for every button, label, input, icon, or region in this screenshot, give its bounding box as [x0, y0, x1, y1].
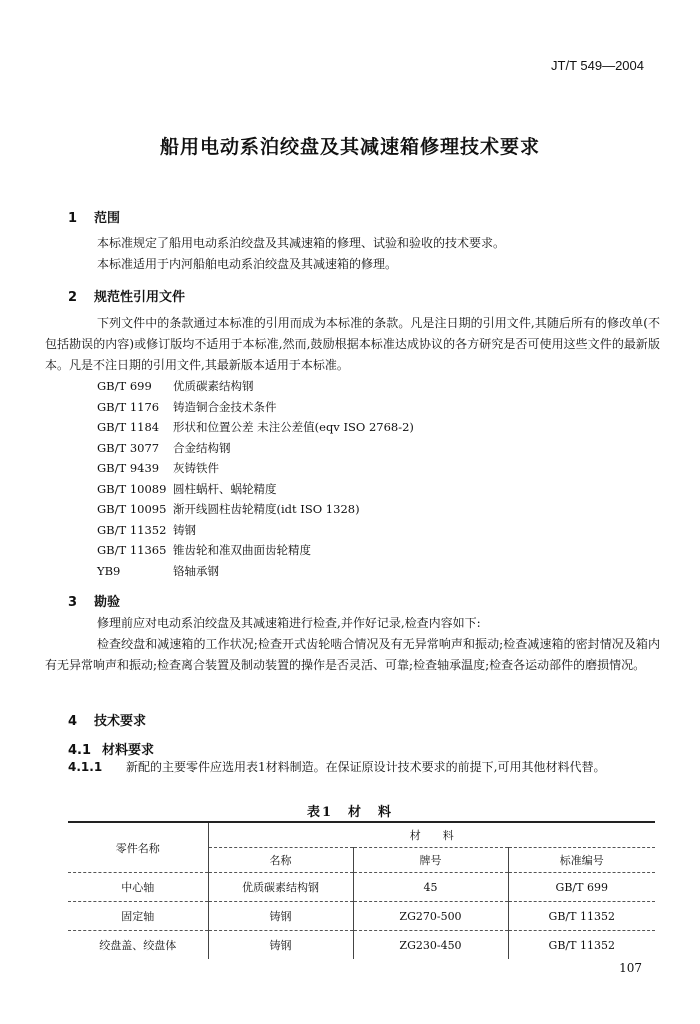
reference-item: GB/T 11365 锥齿轮和准双曲面齿轮精度 [97, 543, 311, 557]
clause-text: 新配的主要零件应选用表1材料制造。在保证原设计技术要求的前提下,可用其他材料代替。 [126, 760, 606, 774]
table-row: 绞盘盖、绞盘体 铸钢 ZG230-450 GB/T 11352 [68, 931, 655, 960]
subsection-4-1-heading [68, 739, 154, 758]
section-1-heading [68, 207, 120, 226]
section-title: 勘验 [94, 595, 121, 610]
section-3-paragraph-2: 检查绞盘和减速箱的工作状况;检查开式齿轮啮合情况及有无异常响声和振动;检查减速箱的密封情况及箱内有无异常响声和振动;检查离合装置及制动装置的操作是否灵活、可靠;检查轴承温度;检查各运动部件的磨损情况。 [45, 637, 660, 672]
reference-item: GB/T 10089 圆柱蜗杆、蜗轮精度 [97, 481, 277, 496]
reference-item: GB/T 11352 铸钢 [97, 522, 196, 537]
clause-4-1-1 [45, 757, 660, 778]
section-2-paragraph: 下列文件中的条款通过本标准的引用而成为本标准的条款。凡是注日期的引用文件,其随后所有的修改单(不包括勘误的内容)或修订版均不适用于本标准,然而,鼓励根据本标准达成协议的各方研究是否可使用这些文件的最新版本。凡是不注日期的引用文件,其最新版本适用于本标准。 [45, 316, 660, 372]
header-material-name: 名称 [208, 848, 353, 873]
clause-number: 4.1.1 [68, 760, 103, 774]
section-3-heading [68, 591, 120, 610]
reference-item: GB/T 1184 形状和位置公差 未注公差值(eqv ISO 2768-2) [97, 420, 414, 434]
normative-references-list [97, 376, 414, 581]
reference-item: GB/T 1176 铸造铜合金技术条件 [97, 399, 277, 414]
document-title: 船用电动系泊绞盘及其减速箱修理技术要求 [159, 136, 540, 158]
table-row: 固定轴 铸钢 ZG270-500 GB/T 11352 [68, 902, 655, 931]
section-1-paragraph-2: 本标准适用于内河船舶电动系泊绞盘及其减速箱的修理。 [97, 257, 398, 271]
section-title: 范围 [94, 211, 121, 226]
page-number: 107 [619, 961, 642, 975]
section-number: 4 [68, 714, 78, 729]
standard-code: JT/T 549—2004 [551, 58, 644, 73]
subsection-number: 4.1 [68, 743, 92, 758]
section-title: 规范性引用文件 [94, 290, 186, 305]
header-part-name: 零件名称 [68, 822, 208, 873]
table-row: 中心轴 优质碳素结构钢 45 GB/T 699 [68, 873, 655, 902]
section-number: 3 [68, 595, 78, 610]
header-standard-number: 标准编号 [508, 848, 655, 873]
section-4-heading [68, 710, 146, 729]
reference-item: YB9 铬轴承钢 [97, 563, 219, 578]
section-1-paragraph-1: 本标准规定了船用电动系泊绞盘及其减速箱的修理、试验和验收的技术要求。 [97, 236, 506, 250]
header-material-grade: 牌号 [353, 848, 508, 873]
reference-item: GB/T 9439 灰铸铁件 [97, 461, 219, 475]
materials-table [68, 821, 655, 959]
reference-item: GB/T 10095 渐开线圆柱齿轮精度(idt ISO 1328) [97, 502, 360, 516]
header-material-group: 材 料 [208, 822, 655, 848]
reference-item: GB/T 3077 合金结构钢 [97, 440, 231, 455]
subsection-title: 材料要求 [102, 743, 155, 758]
section-number: 2 [68, 290, 78, 305]
reference-item: GB/T 699 优质碳素结构钢 [97, 379, 254, 393]
table-caption: 表1 材 料 [306, 805, 394, 820]
section-2-heading [68, 286, 185, 305]
section-title: 技术要求 [94, 714, 147, 729]
section-3-paragraph-1: 修理前应对电动系泊绞盘及其减速箱进行检查,并作好记录,检查内容如下: [97, 616, 481, 630]
section-number: 1 [68, 211, 78, 226]
